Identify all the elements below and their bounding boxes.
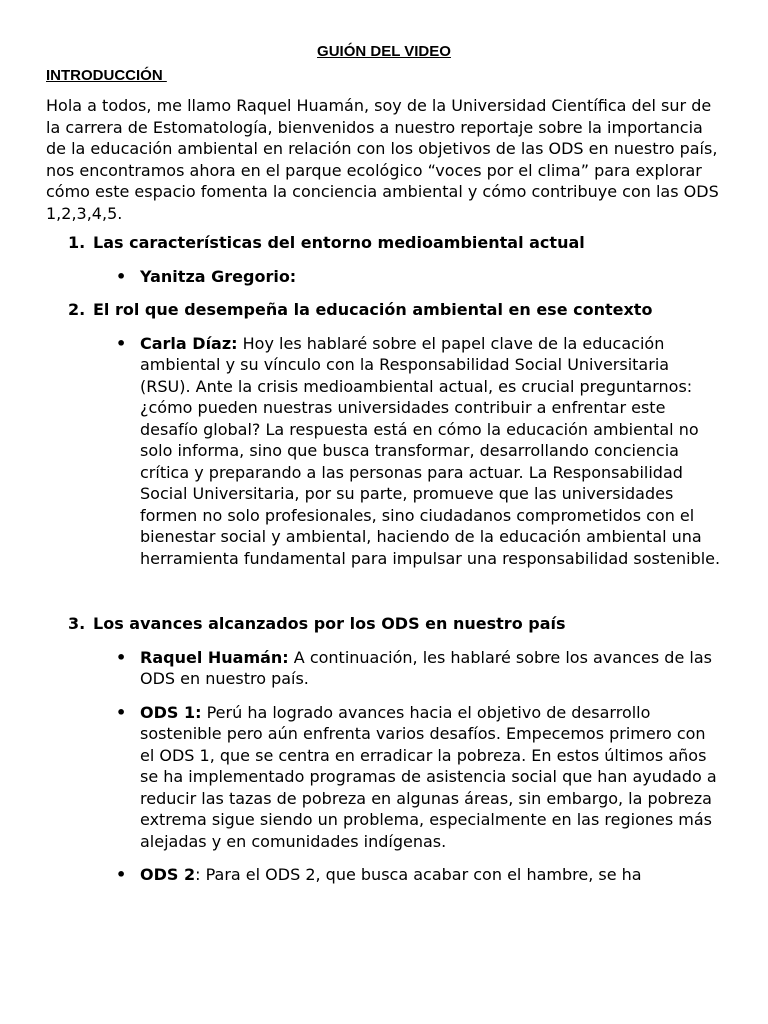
speaker-text: : Para el ODS 2, que busca acabar con el hambre, se ha xyxy=(195,865,642,884)
intro-heading: INTRODUCCIÓN xyxy=(46,67,167,84)
section-number: 1. xyxy=(68,233,86,252)
intro-paragraph: Hola a todos, me llamo Raquel Huamán, soy de la Universidad Científica del sur de la carrera de Estomatología, bienvenidos a nuestro reportaje sobre la importancia de la educación ambiental en relación con los objetivos de las ODS en nuestro país, nos encontramos ahora en el parque ecológico “voces por el clima” para explorar cómo este espacio fomenta la conciencia ambiental y cómo contribuye con las ODS 1,2,3,4,5. xyxy=(46,96,719,223)
document-title: GUIÓN DEL VIDEO xyxy=(317,43,451,60)
speaker-text: A continuación, les hablaré sobre los avances de las ODS en nuestro país. xyxy=(140,647,712,688)
speaker-name: ODS 1: xyxy=(140,702,202,722)
bullet-list xyxy=(93,647,722,886)
section-item xyxy=(46,299,722,602)
bullet-icon: • xyxy=(116,266,127,286)
section-number: 3. xyxy=(68,614,86,633)
speaker-name: Carla Díaz: xyxy=(140,333,238,353)
section-title: El rol que desempeña la educación ambiental en ese contexto xyxy=(93,300,653,319)
bullet-list xyxy=(93,266,722,288)
section-number: 2. xyxy=(68,300,86,319)
bullet-icon: • xyxy=(116,702,127,722)
speaker-name: Yanitza Gregorio: xyxy=(140,266,297,286)
section-item xyxy=(46,232,722,287)
section-title: Las características del entorno medioambiental actual xyxy=(93,233,585,252)
speaker-text: Hoy les hablaré sobre el papel clave de la educación ambiental y su vínculo con la Responsabilidad Social Universitaria (RSU). Ante la crisis medioambiental actual, es crucial preguntarnos: ¿cómo pueden nuestras universidades contribuir a enfrentar este desafío global? La respuesta está en cómo la educación ambiental no solo informa, sino que busca transformar, desarrollando conciencia crítica y preparando a las personas para actuar. La Responsabilidad Social Universitaria, por su parte, promueve que las universidades formen no solo profesionales, sino ciudadanos comprometidos con el bienestar social y ambiental, haciendo de la educación ambiental una herramienta fundamental para impulsar una responsabilidad sostenible. xyxy=(140,333,721,568)
bullet-item xyxy=(46,702,722,853)
blank-line xyxy=(93,581,722,602)
bullet-list xyxy=(93,333,722,570)
section-title: Los avances alcanzados por los ODS en nuestro país xyxy=(93,614,566,633)
speaker-name: ODS 2 xyxy=(140,865,196,884)
speaker-text: Perú ha logrado avances hacia el objetivo de desarrollo sostenible pero aún enfrenta varios desafíos. Empecemos primero con el ODS 1, que se centra en erradicar la pobreza. En estos últimos años se ha implementado programas de asistencia social que han ayudado a reducir las tazas de pobreza en algunas áreas, sin embargo, la pobreza extrema sigue siendo un problema, especialmente en las regiones más alejadas y en comunidades indígenas. xyxy=(140,702,717,851)
bullet-icon: • xyxy=(116,647,127,667)
section-item xyxy=(46,613,722,886)
speaker-name: Raquel Huamán: xyxy=(140,647,289,667)
bullet-item xyxy=(46,864,722,886)
section-list xyxy=(46,232,722,886)
bullet-icon: • xyxy=(116,333,127,353)
bullet-icon: • xyxy=(116,865,127,884)
bullet-item xyxy=(46,266,722,288)
bullet-item xyxy=(46,333,722,570)
bullet-item xyxy=(46,647,722,690)
